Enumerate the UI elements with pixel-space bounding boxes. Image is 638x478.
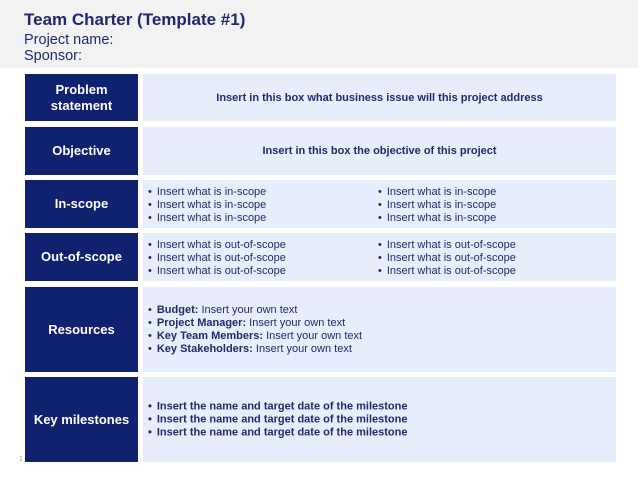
key-milestones-box[interactable] <box>143 377 616 462</box>
milestones-list <box>148 400 407 439</box>
header-band <box>0 0 638 68</box>
list-item <box>148 317 362 330</box>
out-of-scope-box[interactable] <box>143 233 616 281</box>
in-scope-list-left <box>148 186 266 225</box>
in-scope-label: In-scope <box>25 180 138 228</box>
resource-key: Budget: <box>156 303 199 316</box>
resource-key: Key Team Members: <box>156 329 264 342</box>
project-name-line: Project name: <box>24 32 114 48</box>
out-of-scope-row <box>25 233 616 281</box>
list-item: • Insert what is out-of-scope <box>148 252 286 265</box>
list-item: • Insert what is in-scope <box>148 212 266 225</box>
objective-text: Insert in this box the objective of this project <box>262 145 497 157</box>
resources-row <box>25 287 616 372</box>
list-item: • Insert what is out-of-scope <box>378 265 516 278</box>
resource-value: Insert your own text <box>246 316 346 329</box>
in-scope-list-right <box>378 186 496 225</box>
list-item: • Insert what is out-of-scope <box>378 239 516 252</box>
list-item: • Insert what is in-scope <box>148 186 266 199</box>
out-of-scope-label: Out-of-scope <box>25 233 138 281</box>
list-item <box>148 304 362 317</box>
in-scope-box[interactable] <box>143 180 616 228</box>
out-of-scope-list-right <box>378 239 516 278</box>
out-of-scope-list-left <box>148 239 286 278</box>
resource-key: Project Manager: <box>156 316 247 329</box>
problem-statement-box[interactable] <box>143 74 616 121</box>
resources-list <box>148 304 362 356</box>
key-milestones-label: Key milestones <box>25 377 138 462</box>
list-item: • Insert what is in-scope <box>378 186 496 199</box>
list-item: • Insert what is in-scope <box>378 212 496 225</box>
resource-value: Insert your own text <box>252 342 352 355</box>
resource-key: Key Stakeholders: <box>156 342 253 355</box>
list-item: • Insert the name and target date of the milestone <box>148 426 407 439</box>
problem-statement-label: Problem statement <box>25 74 138 121</box>
objective-label: Objective <box>25 127 138 175</box>
page-title: Team Charter (Template #1) <box>24 10 246 29</box>
resources-label: Resources <box>25 287 138 372</box>
sponsor-line: Sponsor: <box>24 48 83 64</box>
in-scope-row <box>25 180 616 228</box>
list-item: • Insert what is out-of-scope <box>148 239 286 252</box>
list-item: • Insert the name and target date of the milestone <box>148 400 407 413</box>
objective-box[interactable] <box>143 127 616 175</box>
key-milestones-row <box>25 377 616 462</box>
problem-statement-text: Insert in this box what business issue will this project address <box>216 91 543 104</box>
list-item: • Insert what is out-of-scope <box>378 252 516 265</box>
list-item <box>148 330 362 343</box>
list-item <box>148 343 362 356</box>
resource-value: Insert your own text <box>263 329 363 342</box>
problem-statement-row <box>25 74 616 121</box>
list-item: • Insert the name and target date of the milestone <box>148 413 407 426</box>
list-item: • Insert what is in-scope <box>378 199 496 212</box>
resource-value: Insert your own text <box>198 303 298 316</box>
resources-box[interactable] <box>143 287 616 372</box>
objective-row <box>25 127 616 175</box>
list-item: • Insert what is in-scope <box>148 199 266 212</box>
list-item: • Insert what is out-of-scope <box>148 265 286 278</box>
page-number: 1 <box>19 456 23 463</box>
